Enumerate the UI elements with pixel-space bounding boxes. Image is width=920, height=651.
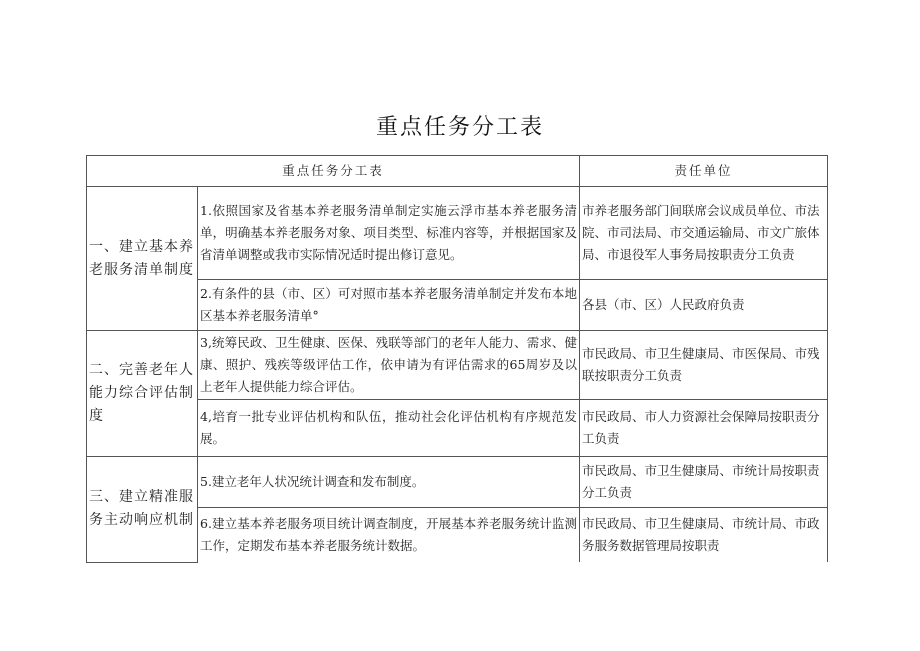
header-responsible-unit: 责任单位 xyxy=(580,156,828,187)
task-cell: 4,培育一批专业评估机构和队伍，推动社会化评估机构有序规范发展。 xyxy=(198,400,580,457)
responsible-unit-cell: 市民政局、市人力资源社会保障局按职责分工负责 xyxy=(580,400,828,457)
task-cell: 3,统筹民政、卫生健康、医保、残联等部门的老年人能力、需求、健康、照护、残疾等级评估工作，依申请为有评估需求的65周岁及以上老年人提供能力综合评估。 xyxy=(198,331,580,400)
table-row xyxy=(87,187,828,280)
table-row xyxy=(87,457,828,508)
task-cell: 1.依照国家及省基本养老服务清单制定实施云浮市基本养老服务清单，明确基本养老服务对象、项目类型、标准内容等，并根据国家及省清单调整或我市实际情况适时提出修订意见。 xyxy=(198,187,580,280)
responsible-unit-cell: 市养老服务部门间联席会议成员单位、市法院、市司法局、市交通运输局、市文广旅体局、市退役军人事务局按职责分工负责 xyxy=(580,187,828,280)
table-header-row xyxy=(87,156,828,187)
table-row xyxy=(87,280,828,331)
category-cell: 二、完善老年人能力综合评估制度 xyxy=(87,331,198,457)
responsible-unit-cell: 市民政局、市卫生健康局、市统计局、市政务服务数据管理局按职责 xyxy=(580,508,828,563)
task-cell: 2.有条件的县（市、区）可对照市基本养老服务清单制定并发布本地区基本养老服务清单° xyxy=(198,280,580,331)
responsible-unit-cell: 市民政局、市卫生健康局、市统计局按职责分工负责 xyxy=(580,457,828,508)
task-cell: 5.建立老年人状况统计调查和发布制度。 xyxy=(198,457,580,508)
table-row xyxy=(87,331,828,400)
table-row xyxy=(87,508,828,563)
responsible-unit-cell: 市民政局、市卫生健康局、市医保局、市残联按职责分工负责 xyxy=(580,331,828,400)
category-cell: 三、建立精准服务主动响应机制 xyxy=(87,457,198,563)
task-allocation-table xyxy=(86,155,828,563)
category-cell: 一、建立基本养老服务清单制度 xyxy=(87,187,198,331)
header-task: 重点任务分工表 xyxy=(87,156,580,187)
document-title: 重点任务分工表 xyxy=(375,115,544,140)
task-cell: 6.建立基本养老服务项目统计调查制度，开展基本养老服务统计监测工作，定期发布基本养老服务统计数据。 xyxy=(198,508,580,563)
responsible-unit-cell: 各县（市、区）人民政府负责 xyxy=(580,280,828,331)
table-row xyxy=(87,400,828,457)
